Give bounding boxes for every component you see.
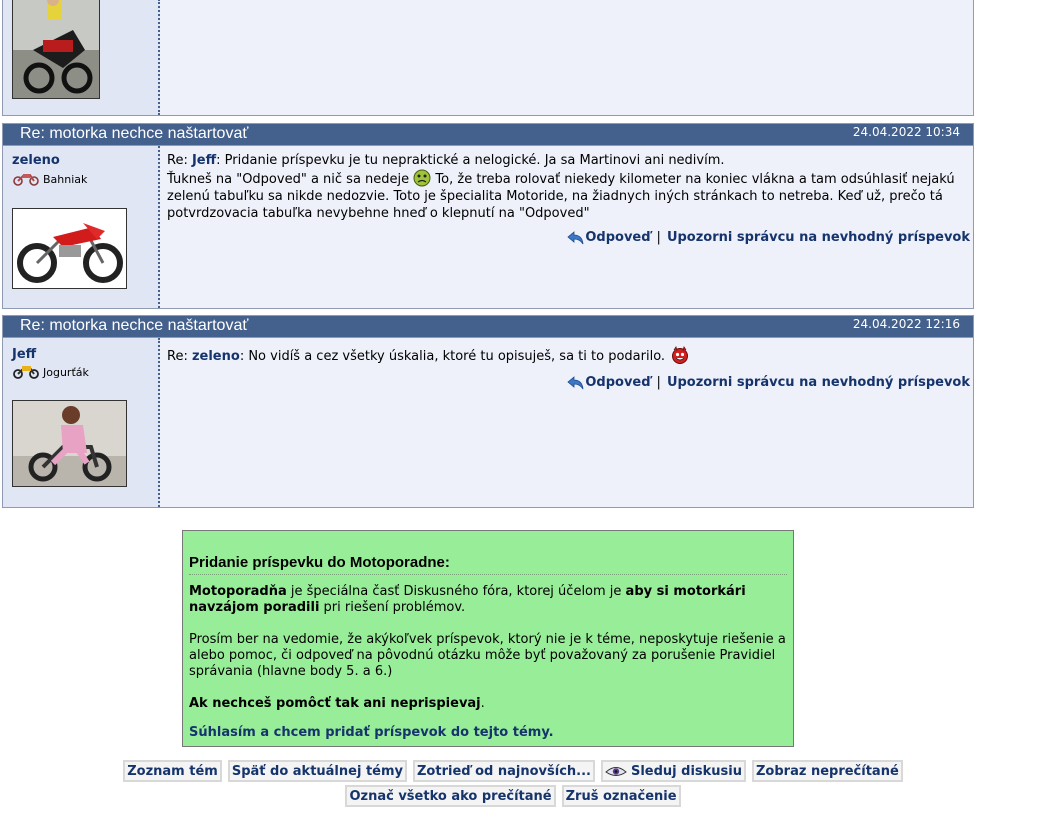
post-body [3, 0, 973, 115]
reply-link[interactable] [567, 375, 650, 390]
reply-label: Odpoveď [585, 375, 651, 390]
author-column [3, 338, 160, 507]
post-title: Re: motorka nechce naštartovať [20, 317, 249, 334]
topic-list-button[interactable]: Zoznam tém [123, 760, 222, 782]
post-text: Ťukneš na "Odpoved" a nič sa nedeje [167, 172, 410, 187]
avatar[interactable] [12, 0, 100, 99]
topic-navigation [0, 760, 1026, 782]
post-text: : Pridanie príspevku je tu nepraktické a nelogické. Ja sa Martinovi ani nedivím. [216, 153, 725, 168]
post-text: : No vidíš a cez všetky úskalia, ktoré tu opisuješ, sa ti to podarilo. [239, 349, 666, 364]
post-content [167, 346, 969, 365]
mark-all-read-button[interactable]: Označ všetko ako prečítané [345, 785, 555, 807]
rank-label: Bahniak [43, 172, 88, 186]
infobox-text: je špeciálna časť Diskusného fóra, ktorej účelom je [286, 584, 626, 599]
motorcycle-icon [13, 172, 39, 186]
sort-newest-button[interactable]: Zotrieď od najnovších... [413, 760, 595, 782]
post-title: Re: motorka nechce naštartovať [20, 125, 249, 142]
post-body [3, 338, 973, 507]
unmark-button[interactable]: Zruš označenie [562, 785, 681, 807]
reply-link[interactable] [567, 230, 650, 245]
post-previous [2, 0, 974, 116]
infobox-bold: Motoporadňa [189, 584, 287, 599]
infobox-bold: aby si motorkári navzájom poradili [189, 584, 746, 615]
author-rank [13, 172, 87, 186]
post-header [3, 316, 973, 338]
infobox-text: pri riešení problémov. [319, 600, 466, 615]
author-column [3, 146, 160, 308]
post-date: 24.04.2022 12:16 [852, 317, 960, 331]
show-unread-button[interactable]: Zobraz neprečítané [752, 760, 903, 782]
motorcycle-icon [13, 365, 39, 379]
sick-smiley-icon [413, 169, 431, 187]
follow-discussion-button[interactable] [601, 760, 746, 782]
devil-smiley-icon [671, 346, 689, 364]
infobox-paragraph-3 [189, 696, 787, 712]
infobox-title: Pridanie príspevku do Motoporadne: [189, 554, 787, 575]
post [2, 315, 974, 508]
separator: | [656, 230, 661, 245]
back-to-topic-button[interactable]: Späť do aktuálnej témy [228, 760, 407, 782]
post-actions [567, 230, 970, 245]
author-column [3, 0, 160, 115]
agree-paragraph [189, 725, 787, 741]
topic-navigation-secondary [0, 785, 1026, 807]
infobox-paragraph-1 [189, 584, 787, 616]
post-actions [567, 375, 970, 390]
post-text: To, že treba rolovať niekedy kilometer na koniec vlákna a tam odsúhlasiť nejakú zelenú tabuľku sa nikde nedozvie. Toto je špecialita Motoride, na žiadnych iných stránkach to netreba. Keď už, prečo tá potvrdzovacia tabuľka nevybehne hneď o klepnutí na "Odpoved" [167, 172, 955, 221]
separator: | [656, 375, 661, 390]
reply-arrow-icon [567, 231, 584, 245]
post-body [3, 146, 973, 308]
avatar[interactable] [12, 208, 127, 289]
follow-discussion-label: Sleduj diskusiu [630, 764, 742, 779]
post-content [167, 152, 969, 222]
infobox-bold: Ak nechceš pomôcť tak ani neprispievaj [189, 696, 481, 711]
infobox-text: . [480, 696, 485, 711]
report-link[interactable]: Upozorni správcu na nevhodný príspevok [666, 230, 970, 245]
author-rank [13, 365, 89, 379]
posting-rules-box [182, 530, 794, 747]
post-header [3, 124, 973, 146]
reply-label: Odpoveď [585, 230, 651, 245]
reply-prefix: Re: [167, 153, 192, 168]
quoted-user-link[interactable]: Jeff [191, 153, 217, 168]
reply-prefix: Re: [167, 349, 192, 364]
author-name[interactable]: Jeff [12, 347, 37, 362]
infobox-paragraph-2: Prosím ber na vedomie, že akýkoľvek príspevok, ktorý nie je k téme, neposkytuje riešenie a alebo pomoc, či odpoveď na pôvodnú otázku môže byť považovaný za porušenie Pravidiel správania (hlavne body 5. a 6.) [189, 632, 786, 679]
rank-label: Jogurťák [43, 365, 89, 379]
eye-icon [605, 766, 627, 778]
quoted-user-link[interactable]: zeleno [191, 349, 240, 364]
author-name[interactable]: zeleno [12, 153, 60, 168]
report-link[interactable]: Upozorni správcu na nevhodný príspevok [666, 375, 970, 390]
post-date: 24.04.2022 10:34 [852, 125, 960, 139]
avatar[interactable] [12, 400, 127, 487]
reply-arrow-icon [567, 376, 584, 390]
agree-add-post-link[interactable]: Súhlasím a chcem pridať príspevok do tejto témy. [189, 725, 554, 740]
post [2, 123, 974, 309]
